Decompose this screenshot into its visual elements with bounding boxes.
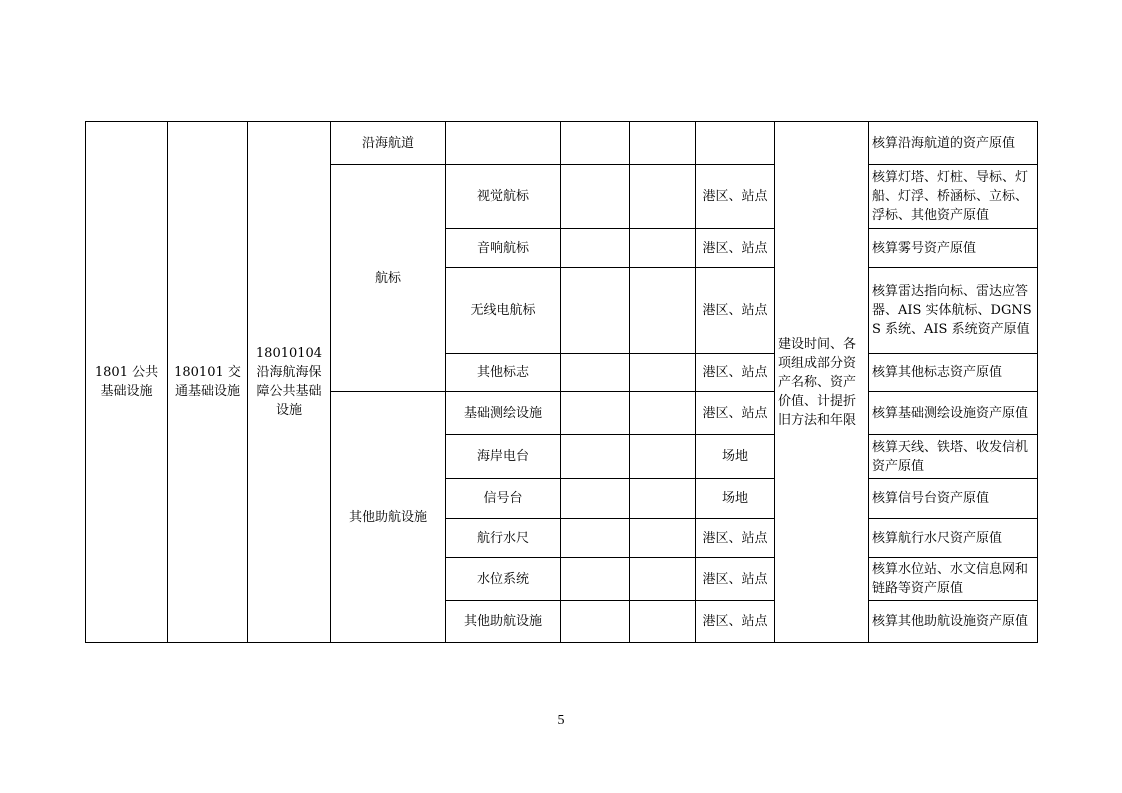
table-row (86, 122, 1038, 165)
empty-cell (561, 601, 630, 643)
description-cell: 核算水位站、水文信息网和链路等资产原值 (869, 558, 1038, 601)
empty-cell (630, 122, 696, 165)
empty-cell (630, 165, 696, 229)
subitem-cell: 视觉航标 (446, 165, 561, 229)
empty-cell (561, 435, 630, 479)
subitem-cell: 其他标志 (446, 354, 561, 392)
empty-cell (561, 354, 630, 392)
group-other-aids-cell: 其他助航设施 (331, 392, 446, 643)
subitem-cell: 水位系统 (446, 558, 561, 601)
asset-classification-table (85, 121, 1038, 643)
subitem-cell: 海岸电台 (446, 435, 561, 479)
empty-cell (630, 601, 696, 643)
subitem-cell: 基础测绘设施 (446, 392, 561, 435)
location-cell: 港区、站点 (696, 392, 775, 435)
location-cell (696, 122, 775, 165)
location-cell: 港区、站点 (696, 229, 775, 268)
location-cell: 港区、站点 (696, 519, 775, 558)
description-cell: 核算沿海航道的资产原值 (869, 122, 1038, 165)
category-level2-cell: 180101 交通基础设施 (168, 122, 248, 643)
subitem-cell: 其他助航设施 (446, 601, 561, 643)
subitem-cell: 音响航标 (446, 229, 561, 268)
empty-cell (630, 435, 696, 479)
empty-cell (561, 558, 630, 601)
description-cell: 核算其他标志资产原值 (869, 354, 1038, 392)
category-level1-cell: 1801 公共基础设施 (86, 122, 168, 643)
empty-cell (561, 268, 630, 354)
empty-cell (630, 519, 696, 558)
empty-cell (630, 268, 696, 354)
empty-cell (561, 165, 630, 229)
empty-cell (561, 479, 630, 519)
location-cell: 场地 (696, 479, 775, 519)
subitem-cell (446, 122, 561, 165)
empty-cell (630, 479, 696, 519)
empty-cell (630, 558, 696, 601)
empty-cell (630, 229, 696, 268)
description-cell: 核算雾号资产原值 (869, 229, 1038, 268)
empty-cell (630, 392, 696, 435)
location-cell: 场地 (696, 435, 775, 479)
empty-cell (561, 519, 630, 558)
empty-cell (561, 229, 630, 268)
attributes-cell: 建设时间、各项组成部分资产名称、资产价值、计提折旧方法和年限 (775, 122, 869, 643)
description-cell: 核算信号台资产原值 (869, 479, 1038, 519)
empty-cell (561, 122, 630, 165)
item-cell: 沿海航道 (331, 122, 446, 165)
location-cell: 港区、站点 (696, 558, 775, 601)
page-number: 5 (557, 713, 565, 728)
subitem-cell: 航行水尺 (446, 519, 561, 558)
location-cell: 港区、站点 (696, 165, 775, 229)
description-cell: 核算雷达指向标、雷达应答器、AIS 实体航标、DGNSS 系统、AIS 系统资产原值 (869, 268, 1038, 354)
description-cell: 核算其他助航设施资产原值 (869, 601, 1038, 643)
empty-cell (561, 392, 630, 435)
location-cell: 港区、站点 (696, 354, 775, 392)
description-cell: 核算基础测绘设施资产原值 (869, 392, 1038, 435)
description-cell: 核算航行水尺资产原值 (869, 519, 1038, 558)
empty-cell (630, 354, 696, 392)
description-cell: 核算天线、铁塔、收发信机资产原值 (869, 435, 1038, 479)
subitem-cell: 无线电航标 (446, 268, 561, 354)
subitem-cell: 信号台 (446, 479, 561, 519)
description-cell: 核算灯塔、灯桩、导标、灯船、灯浮、桥涵标、立标、浮标、其他资产原值 (869, 165, 1038, 229)
location-cell: 港区、站点 (696, 601, 775, 643)
location-cell: 港区、站点 (696, 268, 775, 354)
group-nav-marks-cell: 航标 (331, 165, 446, 392)
category-level3-cell: 18010104 沿海航海保障公共基础设施 (248, 122, 331, 643)
